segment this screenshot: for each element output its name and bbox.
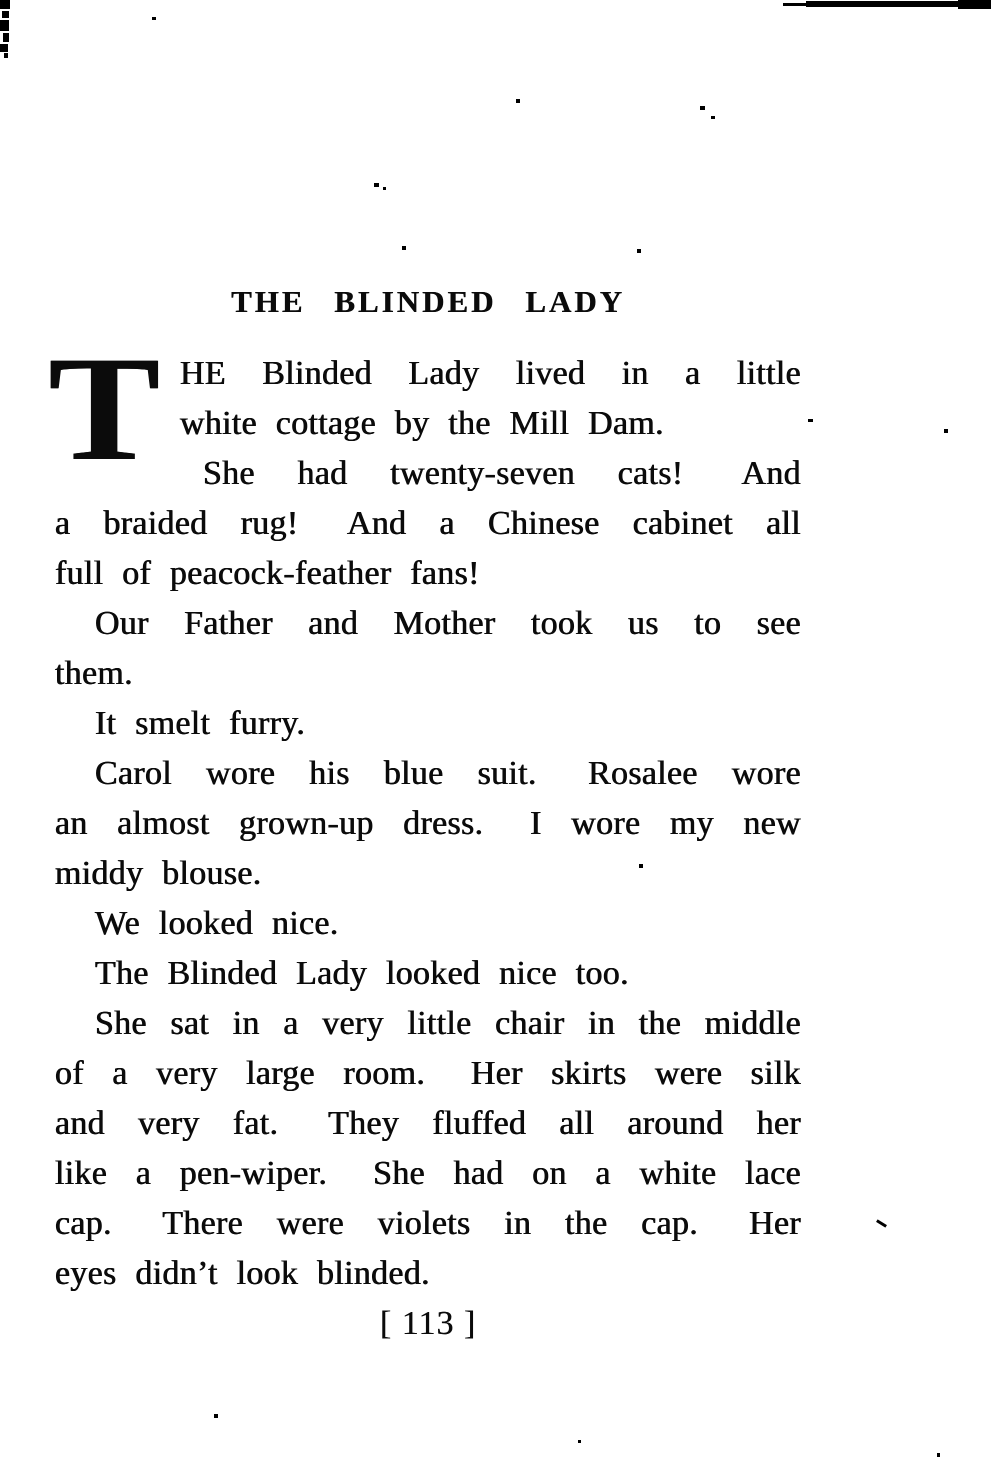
text-line: white cottage by the Mill Dam. [180,405,664,442]
text-line: We looked nice. [95,905,339,942]
scan-speckle [374,183,379,187]
scan-speckle [214,1414,218,1418]
scan-speckle [516,99,520,103]
text-line: She had twenty-seven cats! And [203,455,801,492]
scan-bar-top-right [958,0,991,9]
text-line: a braided rug! And a Chinese cabinet all [55,505,801,542]
scan-speckle [578,1440,581,1443]
scan-speckle [402,246,406,250]
scan-speckle [0,20,9,31]
text-line: cap. There were violets in the cap. Her [55,1205,801,1242]
text-line: an almost grown-up dress. I wore my new [55,805,801,842]
text-line: full of peacock-feather fans! [55,555,480,592]
text-line: and very fat. They fluffed all around her [55,1105,801,1142]
text-line: Carol wore his blue suit. Rosalee wore [95,755,801,792]
body-text [55,349,801,1299]
scan-speckle [4,53,8,58]
text-line: The Blinded Lady looked nice too. [95,955,629,992]
scan-speckle [383,187,386,190]
text-line: of a very large room. Her skirts were silk [55,1055,801,1092]
scan-speckle [944,429,948,433]
scan-speckle [937,1453,940,1457]
scan-speckle [700,106,705,110]
drop-cap-letter: T [48,326,161,492]
scan-speckle [637,249,641,253]
scan-speckle [2,11,9,18]
text-line: It smelt furry. [95,705,306,742]
text-line: HE Blinded Lady lived in a little [180,355,801,392]
scan-speckle [711,116,715,119]
text-line: them. [55,655,133,692]
scan-speckle [808,419,813,422]
page-number: [ 113 ] [379,1305,477,1342]
text-line: like a pen-wiper. She had on a white lace [55,1155,801,1192]
text-line: Our Father and Mother took us to see [95,605,801,642]
text-line: middy blouse. [55,855,262,892]
scan-bar-top-right [783,3,807,6]
text-line: She sat in a very little chair in the middle [95,1005,801,1042]
scan-speckle [0,44,8,52]
chapter-title: THE BLINDED LADY [230,284,626,319]
text-line: eyes didn’t look blinded. [55,1255,430,1292]
scan-slash-mark [876,1219,887,1227]
scan-speckle [3,33,9,42]
scan-speckle [152,17,156,20]
scan-speckle [0,0,10,9]
